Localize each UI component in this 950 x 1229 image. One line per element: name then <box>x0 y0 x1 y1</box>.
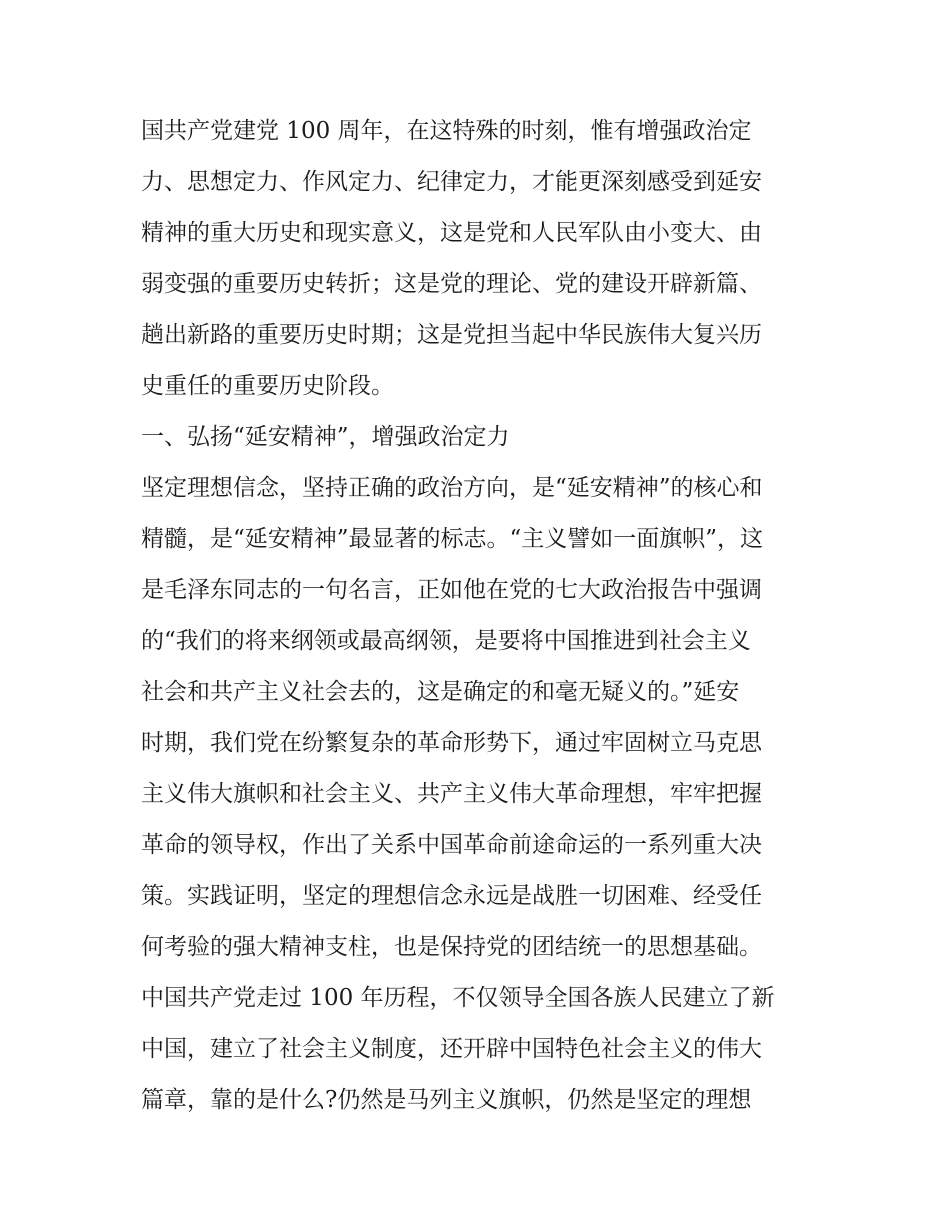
text-line: 趟出新路的重要历史时期；这是党担当起中华民族伟大复兴历 <box>141 322 762 348</box>
text-line: 策。实践证明，坚定的理想信念永远是战胜一切困难、经受任 <box>141 883 762 909</box>
text-line: 革命的领导权，作出了关系中国革命前途命运的一系列重大决 <box>141 832 762 858</box>
text-line: 是毛泽东同志的一句名言，正如他在党的七大政治报告中强调 <box>141 577 762 603</box>
text-line: 社会和共产主义社会去的，这是确定的和毫无疑义的。”延安 <box>141 679 740 705</box>
text-line: 坚定理想信念，坚持正确的政治方向，是“延安精神”的核心和 <box>141 475 763 501</box>
text-line: 史重任的重要历史阶段。 <box>141 373 394 399</box>
text-line: 篇章，靠的是什么?仍然是马列主义旗帜，仍然是坚定的理想 <box>141 1087 752 1113</box>
text-line: 弱变强的重要历史转折；这是党的理论、党的建设开辟新篇、 <box>141 271 762 297</box>
text-line: 中国，建立了社会主义制度，还开辟中国特色社会主义的伟大 <box>141 1036 762 1062</box>
text-line: 时期，我们党在纷繁复杂的革命形势下，通过牢固树立马克思 <box>141 730 762 756</box>
document-body <box>141 106 821 1126</box>
section-heading: 一、弘扬“延安精神”，增强政治定力 <box>141 424 510 450</box>
text-line: 的“我们的将来纲领或最高纲领，是要将中国推进到社会主义 <box>141 628 751 654</box>
text-line: 精髓，是“延安精神”最显著的标志。“主义譬如一面旗帜”，这 <box>141 526 764 552</box>
text-line: 主义伟大旗帜和社会主义、共产主义伟大革命理想，牢牢把握 <box>141 781 762 807</box>
text-line: 何考验的强大精神支柱，也是保持党的团结统一的思想基础。 <box>141 934 762 960</box>
text-line: 精神的重大历史和现实意义，这是党和人民军队由小变大、由 <box>141 220 762 246</box>
text-line: 力、思想定力、作风定力、纪律定力，才能更深刻感受到延安 <box>141 169 762 195</box>
text-line: 中国共产党走过 100 年历程，不仅领导全国各族人民建立了新 <box>141 985 775 1011</box>
text-line: 国共产党建党 100 周年，在这特殊的时刻，惟有增强政治定 <box>141 118 752 144</box>
